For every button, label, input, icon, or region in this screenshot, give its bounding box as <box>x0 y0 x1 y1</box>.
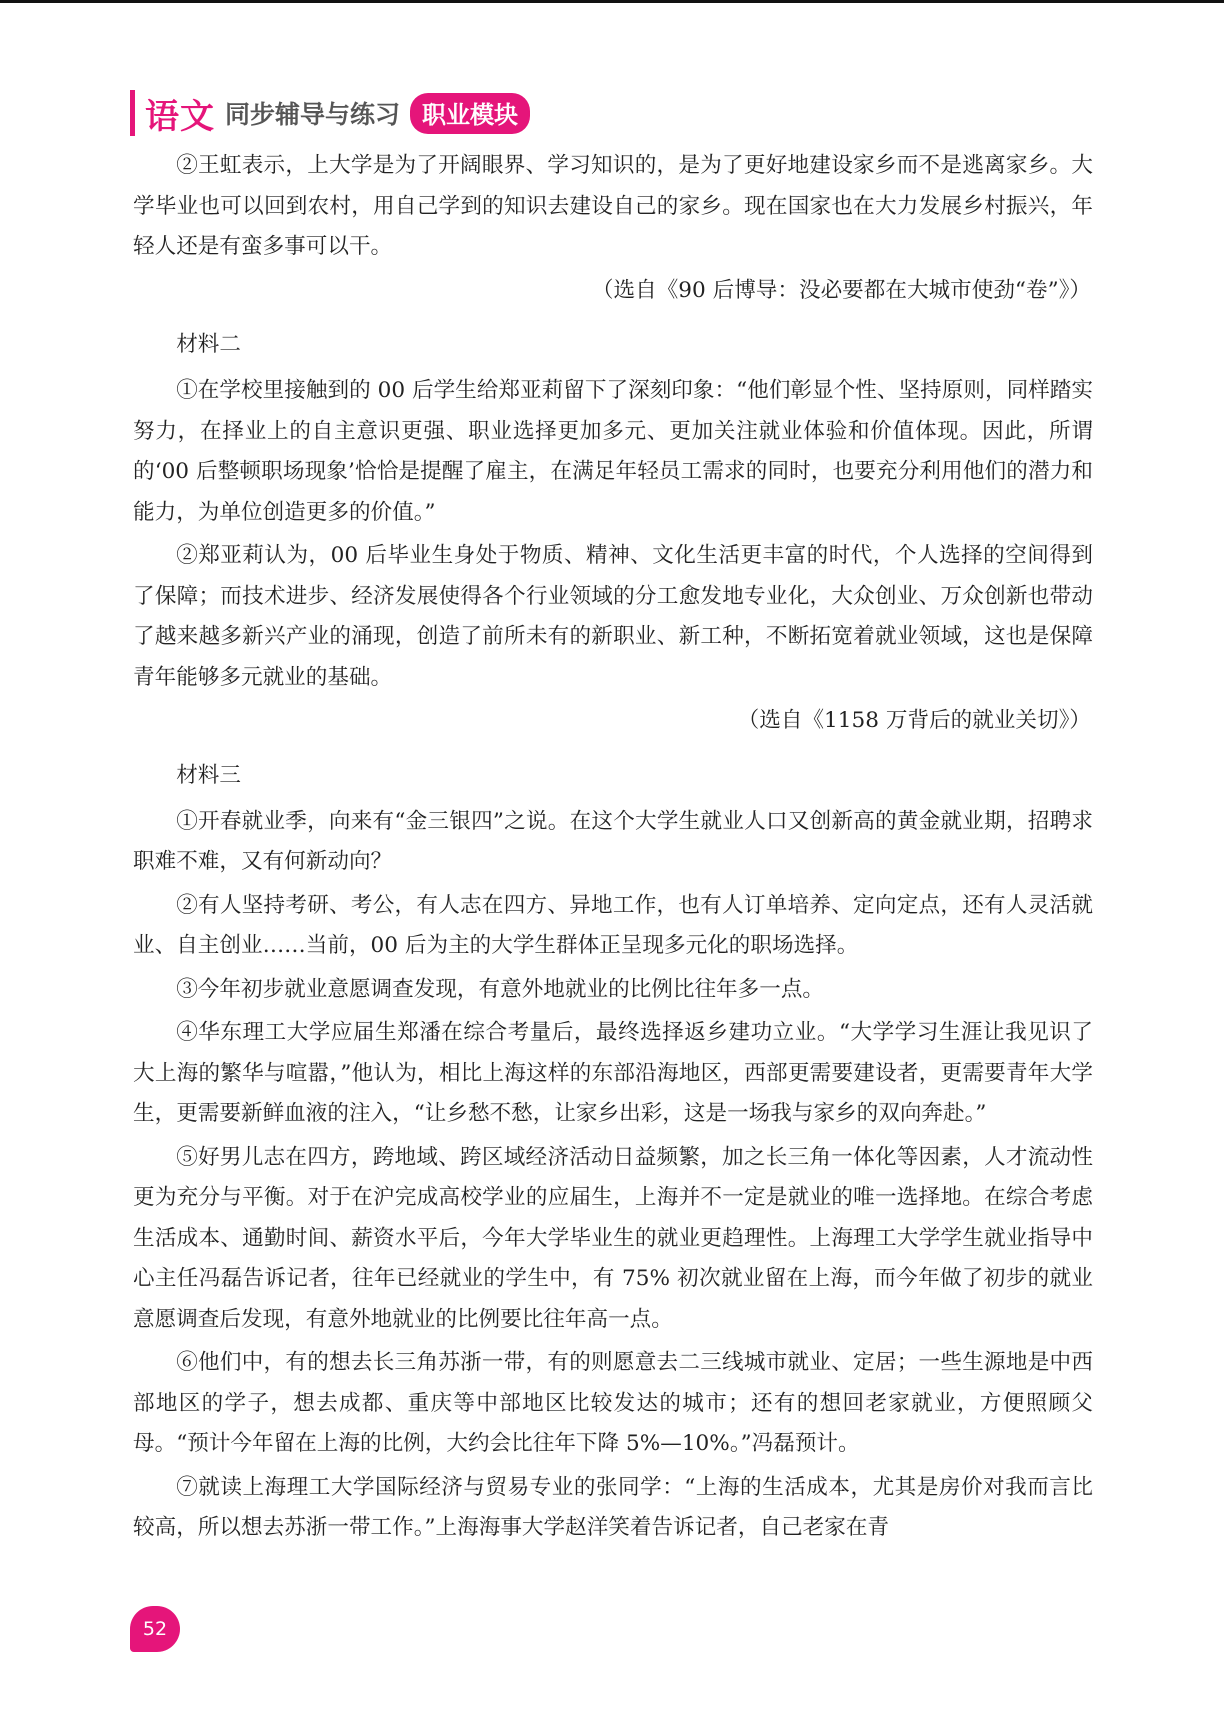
source-citation: （选自《90 后博导：没必要都在大城市使劲“卷”》） <box>591 277 1091 303</box>
paragraph: ②有人坚持考研、考公，有人志在四方、异地工作，也有人订单培养、定向定点，还有人灵活就业、自主创业……当前，00 后为主的大学生群体正呈现多元化的职场选择。 <box>133 892 1093 958</box>
page-number: 52 <box>130 1606 180 1652</box>
paragraph: ⑦就读上海理工大学国际经济与贸易专业的张同学：“上海的生活成本，尤其是房价对我而言比较高，所以想去苏浙一带工作。”上海海事大学赵洋笑着告诉记者，自己老家在青 <box>133 1474 1093 1540</box>
paragraph: ⑥他们中，有的想去长三角苏浙一带，有的则愿意去二三线城市就业、定居；一些生源地是中西部地区的学子，想去成都、重庆等中部地区比较发达的城市；还有的想回老家就业，方便照顾父母。“预计今年留在上海的比例，大约会比往年下降 5%—10%。”冯磊预计。 <box>133 1350 1093 1456</box>
module-badge: 职业模块 <box>410 93 530 134</box>
paragraph: ①开春就业季，向来有“金三银四”之说。在这个大学生就业人口又创新高的黄金就业期，招聘求职难不难，又有何新动向？ <box>133 808 1093 874</box>
paragraph: ②郑亚莉认为，00 后毕业生身处于物质、精神、文化生活更丰富的时代，个人选择的空间得到了保障；而技术进步、经济发展使得各个行业领域的分工愈发地专业化，大众创业、万众创新也带动了越来越多新兴产业的涌现，创造了前所未有的新职业、新工种，不断拓宽着就业领域，这也是保障青年能够多元就业的基础。 <box>133 543 1093 690</box>
material-two-title: 材料二 <box>176 332 241 357</box>
page-body <box>133 146 1093 1549</box>
paragraph: ⑤好男儿志在四方，跨地域、跨区域经济活动日益频繁，加之长三角一体化等因素，人才流动性更为充分与平衡。对于在沪完成高校学业的应届生，上海并不一定是就业的唯一选择地。在综合考虑生活成本、通勤时间、薪资水平后，今年大学毕业生的就业更趋理性。上海理工大学学生就业指导中心主任冯磊告诉记者，往年已经就业的学生中，有 75% 初次就业留在上海，而今年做了初步的就业意愿调查后发现，有意外地就业的比例要比往年高一点。 <box>133 1144 1093 1332</box>
header-accent-bar <box>130 90 135 136</box>
series-title: 同步辅导与练习 <box>225 100 401 129</box>
top-rule <box>0 0 1224 3</box>
paragraph: ③今年初步就业意愿调查发现，有意外地就业的比例比往年多一点。 <box>176 976 825 1002</box>
page-header <box>130 88 530 138</box>
source-citation: （选自《1158 万背后的就业关切》） <box>737 708 1091 733</box>
material-three-title: 材料三 <box>176 762 241 788</box>
paragraph: ②王虹表示，上大学是为了开阔眼界、学习知识的，是为了更好地建设家乡而不是逃离家乡。大学毕业也可以回到农村，用自己学到的知识去建设自己的家乡。现在国家也在大力发展乡村振兴，年轻人还是有蛮多事可以干。 <box>133 153 1093 259</box>
paragraph: ④华东理工大学应届生郑潘在综合考量后，最终选择返乡建功立业。“大学学习生涯让我见识了大上海的繁华与喧嚣，”他认为，相比上海这样的东部沿海地区，西部更需要建设者，更需要青年大学生，更需要新鲜血液的注入，“让乡愁不愁，让家乡出彩，这是一场我与家乡的双向奔赴。” <box>133 1020 1093 1126</box>
paragraph: ①在学校里接触到的 00 后学生给郑亚莉留下了深刻印象：“他们彰显个性、坚持原则，同样踏实努力，在择业上的自主意识更强、职业选择更加多元、更加关注就业体验和价值体现。因此，所谓的‘00 后整顿职场现象’恰恰是提醒了雇主，在满足年轻员工需求的同时，也要充分利用他们的潜力和能力，为单位创造更多的价值。” <box>133 378 1093 525</box>
subject-title: 语文 <box>145 96 215 137</box>
